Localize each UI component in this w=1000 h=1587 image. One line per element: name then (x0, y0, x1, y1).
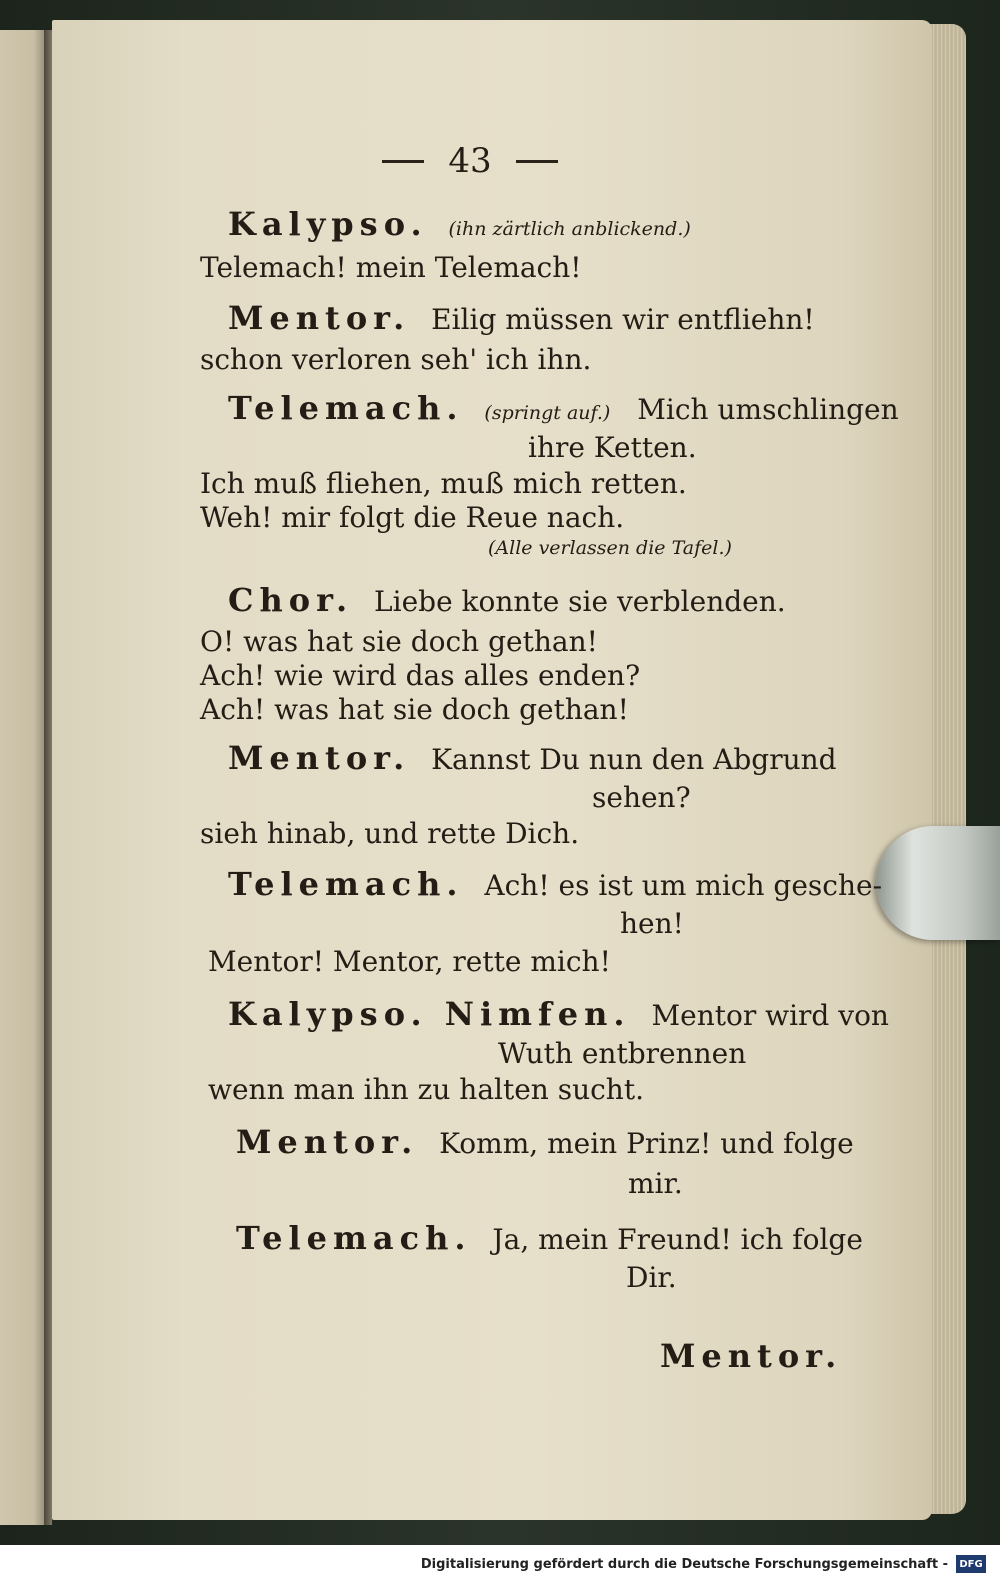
line-text: Eilig müssen wir entfliehn! (431, 303, 815, 336)
line-text: Komm, mein Prinz! und folge (439, 1127, 854, 1160)
line-text: Ja, mein Freund! ich folge (492, 1223, 863, 1256)
header-dash-right (516, 160, 558, 163)
stage-direction: (Alle verlassen die Tafel.) (488, 537, 732, 559)
text-line: Mentor! Mentor, rette mich! (208, 945, 611, 978)
text-line (228, 390, 899, 431)
stage-direction: (springt auf.) (484, 402, 611, 424)
footer-credit: Digitalisierung gefördert durch die Deutsche Forschungsgemeinschaft - (420, 1557, 948, 1572)
text-line: O! was hat sie doch gethan! (200, 625, 598, 658)
left-page-edge (0, 30, 48, 1525)
text-line: sieh hinab, und rette Dich. (200, 817, 580, 850)
text-line (228, 582, 786, 620)
text-line: Weh! mir folgt die Reue nach. (200, 501, 625, 534)
page-clip-holder (876, 826, 1000, 940)
text-line: Wuth entbrennen (498, 1037, 747, 1070)
text-line: sehen? (592, 781, 691, 814)
speaker-name: Kalypso. Nimfen. (228, 995, 631, 1033)
line-text: Kannst Du nun den Abgrund (431, 743, 837, 776)
catchword (660, 1338, 854, 1376)
page-header (360, 138, 580, 184)
line-text: Mich umschlingen (637, 393, 899, 426)
speaker-name: Kalypso. (228, 205, 428, 243)
speaker-name: Telemach. (228, 389, 464, 427)
text-line (236, 1124, 854, 1162)
line-text: Mentor wird von (651, 999, 889, 1032)
line-text: Liebe konnte sie verblenden. (374, 585, 786, 618)
text-line (228, 996, 889, 1034)
text-line (236, 1220, 863, 1258)
text-line (228, 740, 837, 778)
header-dash-left (382, 160, 424, 163)
stage-direction: (ihn zärtlich anblickend.) (448, 218, 691, 240)
text-line: Ach! wie wird das alles enden? (200, 659, 641, 692)
speaker-name: Chor. (228, 581, 354, 619)
book-gutter (44, 30, 52, 1525)
text-line (228, 300, 815, 338)
text-line: Ach! was hat sie doch gethan! (200, 693, 629, 726)
text-line: wenn man ihn zu halten sucht. (208, 1073, 644, 1106)
text-line: Telemach! mein Telemach! (200, 251, 582, 284)
digitization-footer (0, 1545, 1000, 1587)
text-line (228, 206, 709, 247)
page-number: 43 (448, 141, 492, 181)
speaker-name: Mentor. (228, 739, 411, 777)
text-line: ihre Ketten. (528, 431, 697, 464)
text-line: Dir. (626, 1261, 677, 1294)
text-line: mir. (628, 1167, 683, 1200)
line-text: Ach! es ist um mich gesche- (484, 869, 883, 902)
text-line: hen! (620, 907, 684, 940)
speaker-name: Mentor. (228, 299, 411, 337)
speaker-name: Telemach. (236, 1219, 472, 1257)
text-line (228, 866, 882, 904)
speaker-name: Telemach. (228, 865, 464, 903)
speaker-name: Mentor. (236, 1123, 419, 1161)
speaker-name: Mentor. (660, 1337, 843, 1375)
dfg-logo: DFG (956, 1555, 986, 1573)
text-line: schon verloren seh' ich ihn. (200, 343, 592, 376)
text-line: Ich muß fliehen, muß mich retten. (200, 467, 687, 500)
